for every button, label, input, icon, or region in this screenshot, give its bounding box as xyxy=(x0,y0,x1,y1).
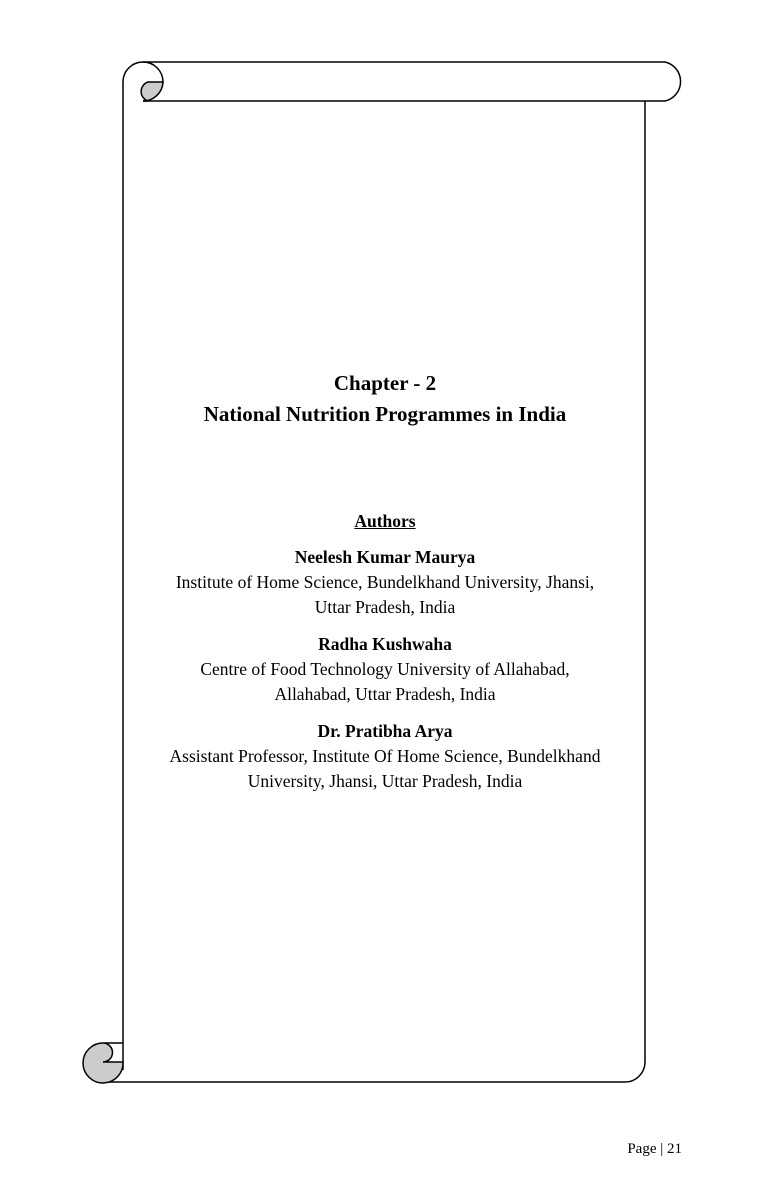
page-number: Page | 21 xyxy=(627,1141,682,1157)
bottom-curl-icon xyxy=(83,1043,123,1083)
author-affiliation: Uttar Pradesh, India xyxy=(314,597,456,617)
author-name: Dr. Pratibha Arya xyxy=(317,721,453,741)
chapter-number: Chapter - 2 xyxy=(333,371,437,395)
chapter-title: National Nutrition Programmes in India xyxy=(203,402,567,426)
author-name: Neelesh Kumar Maurya xyxy=(294,547,476,567)
author-affiliation: Allahabad, Uttar Pradesh, India xyxy=(274,684,496,704)
author-affiliation: Institute of Home Science, Bundelkhand University, Jhansi, xyxy=(175,572,595,592)
author-affiliation: University, Jhansi, Uttar Pradesh, India xyxy=(247,771,523,791)
authors-heading: Authors xyxy=(354,511,416,531)
author-affiliation: Assistant Professor, Institute Of Home Science, Bundelkhand xyxy=(169,746,601,766)
top-curl-icon xyxy=(141,82,163,101)
author-name: Radha Kushwaha xyxy=(318,634,452,654)
author-affiliation: Centre of Food Technology University of Allahabad, xyxy=(200,659,570,679)
